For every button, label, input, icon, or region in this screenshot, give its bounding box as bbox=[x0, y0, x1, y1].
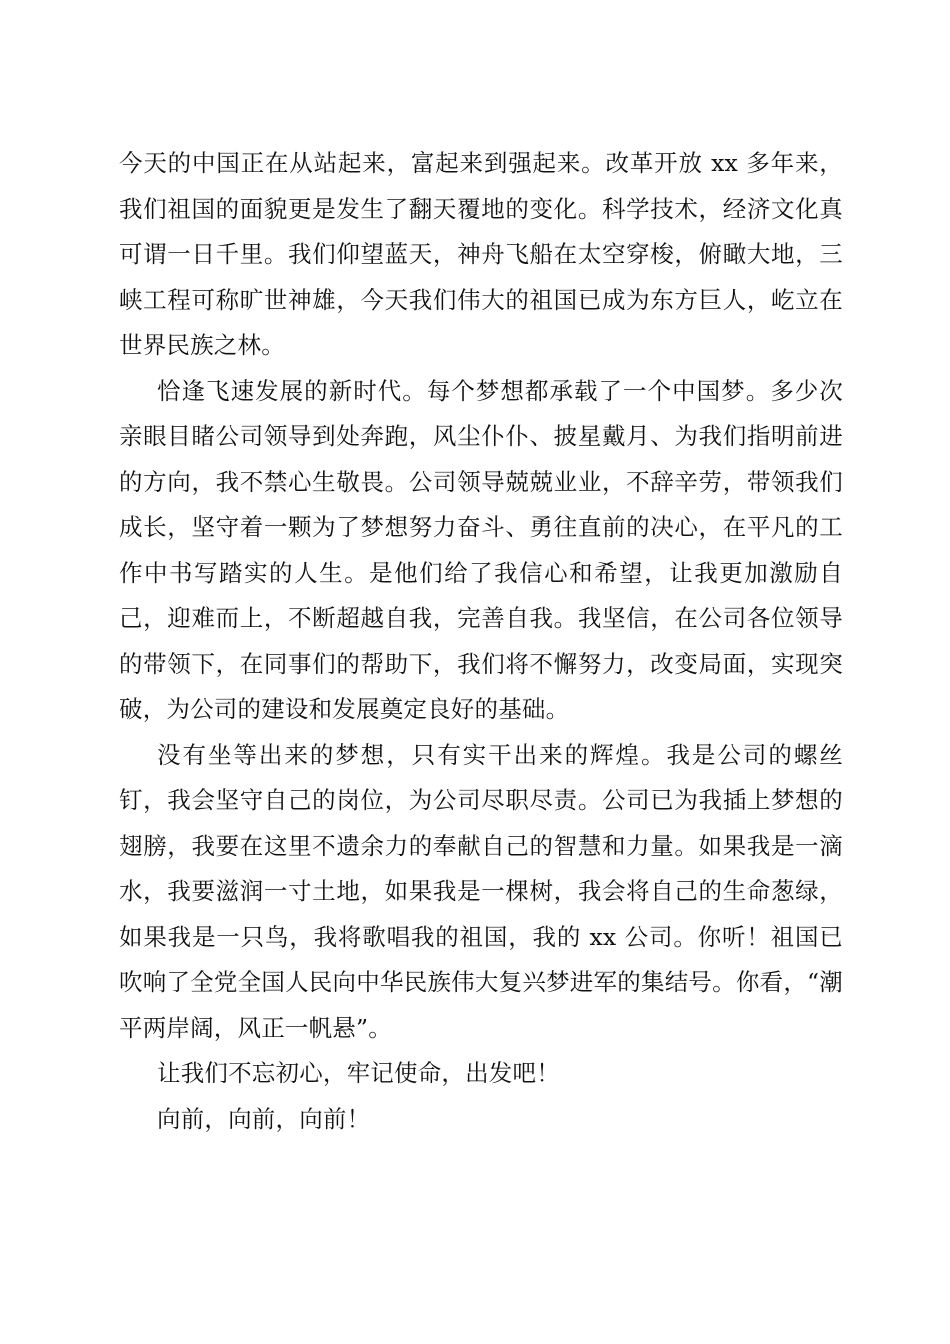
paragraph-1: 今天的中国正在从站起来，富起来到强起来。改革开放 xx 多年来，我们祖国的面貌更是发生了翻天覆地的变化。科学技术，经济文化真可谓一日千里。我们仰望蓝天，神舟飞船在太空穿梭，俯瞰大地，三峡工程可称旷世神雄，今天我们伟大的祖国已成为东方巨人，屹立在世界民族之林。 bbox=[119, 149, 843, 359]
paragraph-3: 没有坐等出来的梦想，只有实干出来的辉煌。我是公司的螺丝钉，我会坚守自己的岗位，为公司尽职尽责。公司已为我插上梦想的翅膀，我要在这里不遗余力的奉献自己的智慧和力量。如果我是一滴水，我要滋润一寸土地，如果我是一棵树，我会将自己的生命葱绿，如果我是一只鸟，我将歌唱我的祖国，我的 xx 公司。你听！祖国已吹响了全党全国人民向中华民族伟大复兴梦进军的集结号。你看，“潮平两岸阔，风正一帆悬”。 bbox=[119, 740, 843, 1042]
paragraph-4: 让我们不忘初心，牢记使命，出发吧！ bbox=[157, 1059, 560, 1087]
document-body bbox=[119, 141, 843, 1142]
paragraph-5: 向前，向前，向前！ bbox=[157, 1104, 371, 1133]
paragraph-2: 恰逢飞速发展的新时代。每个梦想都承载了一个中国梦。多少次亲眼目睹公司领导到处奔跑，风尘仆仆、披星戴月、为我们指明前进的方向，我不禁心生敬畏。公司领导兢兢业业，不辞辛劳，带领我们成长，坚守着一颗为了梦想努力奋斗、勇往直前的决心，在平凡的工作中书写踏实的人生。是他们给了我信心和希望，让我更加激励自己，迎难而上，不断超越自我，完善自我。我坚信，在公司各位领导的带领下，在同事们的帮助下，我们将不懈努力，改变局面，实现突破，为公司的建设和发展奠定良好的基础。 bbox=[119, 376, 843, 723]
